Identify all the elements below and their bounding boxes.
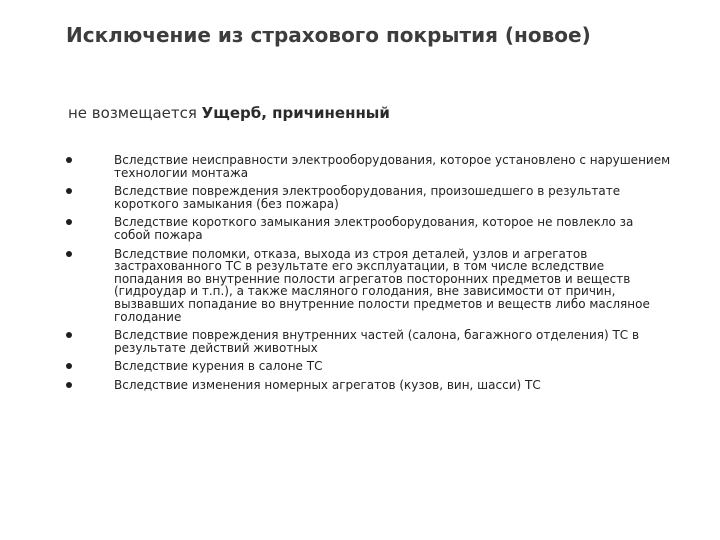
bullet-dot-icon [66, 382, 72, 388]
list-item-text: Вследствие курения в салоне ТС [114, 359, 323, 374]
bullet-dot-icon [66, 188, 72, 194]
list-item-text: Вследствие изменения номерных агрегатов (кузов, вин, шасси) ТС [114, 377, 541, 392]
subtitle-prefix: не возмещается [68, 104, 202, 122]
list-item-text: Вследствие повреждения электрооборудования, произошедшего в результате короткого замыкания (без пожара) [114, 184, 621, 211]
list-item [62, 329, 672, 354]
list-item [62, 360, 672, 373]
list-item [62, 379, 672, 392]
exclusion-list [62, 154, 672, 398]
bullet-dot-icon [66, 157, 72, 163]
subtitle [68, 102, 390, 124]
list-item-text: Вследствие повреждения внутренних частей (салона, багажного отделения) ТС в результате действий животных [114, 328, 640, 355]
list-item [62, 185, 672, 210]
list-item [62, 216, 672, 241]
list-item-text: Вследствие поломки, отказа, выхода из строя деталей, узлов и агрегатов застрахованного ТС в результате его эксплуатации, в том числе вследствие попадания во внутренние полости агрегатов посторонних предметов и веществ (гидроудар и т.п.), а также масляного голодания, вне зависимости от причин, вызвавших попадание во внутренние полости предметов и веществ либо масляное голодание [114, 246, 650, 324]
list-item [62, 248, 672, 324]
bullet-dot-icon [66, 251, 72, 257]
subtitle-emphasis: Ущерб, причиненный [201, 104, 390, 122]
slide-title: Исключение из страхового покрытия (новое) [66, 23, 591, 47]
list-item [62, 154, 672, 179]
list-item-text: Вследствие короткого замыкания электрооборудования, которое не повлекло за собой пожара [114, 215, 634, 242]
bullet-dot-icon [66, 363, 72, 369]
bullet-dot-icon [66, 332, 72, 338]
list-item-text: Вследствие неисправности электрооборудования, которое установлено с нарушением технологии монтажа [114, 153, 671, 180]
bullet-dot-icon [66, 219, 72, 225]
